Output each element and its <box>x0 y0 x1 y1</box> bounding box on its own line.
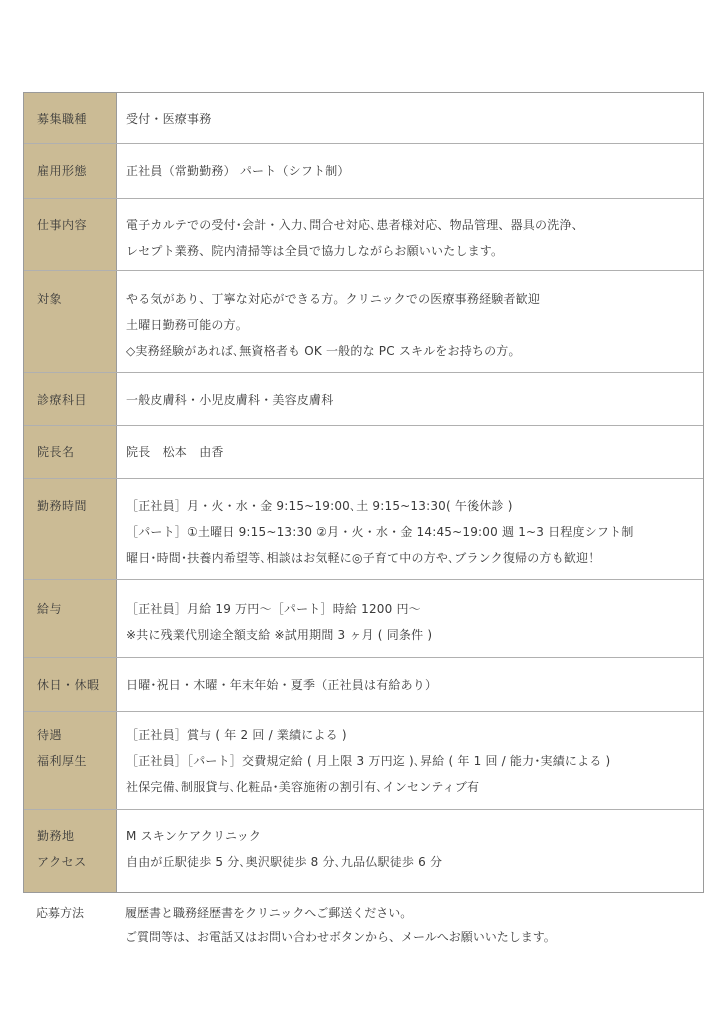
row-label-text: 勤務地 <box>37 829 75 843</box>
row-value-text: 曜日･時間･扶養内希望等､相談はお気軽に◎子育て中の方や､ブランク復帰の方も歓迎！ <box>126 551 601 565</box>
row-label-text: 勤務時間 <box>37 499 88 513</box>
row-value-text: ［パート］①土曜日 9:15~13:30 ②月・火・水・金 14:45~19:00 週 1~3 日程度シフト制 <box>126 525 634 539</box>
row-value-text: ◇実務経験があれば､無資格者も OK 一般的な PC スキルをお持ちの方。 <box>126 344 521 358</box>
row-value-text: 一般皮膚科・小児皮膚科・美容皮膚科 <box>126 393 334 407</box>
row-value-text: ［正社員］月・火・水・金 9:15~19:00､土 9:15~13:30( 午後休診 ) <box>126 499 513 513</box>
row-value-text: 自由が丘駅徒歩 5 分､奥沢駅徒歩 8 分､九品仏駅徒歩 6 分 <box>126 855 443 869</box>
row-label-text: 仕事内容 <box>37 218 88 232</box>
row-label-text: アクセス <box>37 855 87 869</box>
application-method-line: ご質問等は、お電話又はお問い合わせボタンから、メールへお願いいたします。 <box>125 930 556 944</box>
table-row <box>24 479 703 580</box>
row-value-text: 土曜日勤務可能の方。 <box>126 318 249 332</box>
row-value-text: 社保完備､制服貸与､化粧品･美容施術の割引有､インセンティブ有 <box>126 780 480 794</box>
row-label <box>24 144 117 198</box>
row-value-text: ［正社員］月給 19 万円～［パート］時給 1200 円～ <box>126 602 421 616</box>
table-row <box>24 426 703 479</box>
row-value-text: 受付・医療事務 <box>126 112 212 126</box>
row-label <box>24 479 117 579</box>
row-value <box>117 479 703 579</box>
row-value-text: レセプト業務、院内清掃等は全員で協力しながらお願いいたします。 <box>126 244 504 258</box>
row-label <box>24 810 117 892</box>
row-label-text: 募集職種 <box>37 112 88 126</box>
row-value-text: やる気があり、丁寧な対応ができる方。クリニックでの医療事務経験者歓迎 <box>126 292 541 306</box>
row-label <box>24 373 117 425</box>
job-info-table <box>23 92 704 893</box>
row-value <box>117 658 703 711</box>
table-row <box>24 93 703 144</box>
row-label-text: 休日・休暇 <box>37 678 100 692</box>
row-label <box>24 658 117 711</box>
application-method-line: 履歴書と職務経歴書をクリニックへご郵送ください。 <box>125 906 413 920</box>
row-value-text: ［正社員］［パート］交費規定給 ( 月上限 3 万円迄 )､昇給 ( 年 1 回 / 能力･実績による ) <box>126 754 611 768</box>
row-label-text: 福利厚生 <box>37 754 88 768</box>
row-value <box>117 580 703 657</box>
row-value-text: ［正社員］賞与 ( 年 2 回 / 業績による ) <box>126 728 347 742</box>
row-value-text: 正社員（常勤勤務） パート（シフト制） <box>126 164 350 178</box>
table-row <box>24 144 703 199</box>
row-value <box>117 271 703 372</box>
table-row <box>24 712 703 810</box>
row-value <box>117 373 703 425</box>
row-value-text: ※共に残業代別途全額支給 ※試用期間 3 ヶ月 ( 同条件 ) <box>126 628 433 642</box>
row-value-text: 院長 松本 由香 <box>126 445 224 459</box>
row-value <box>117 712 703 809</box>
application-method <box>23 901 704 949</box>
row-value-text: 日曜･祝日・木曜・年末年始・夏季（正社員は有給あり） <box>126 678 438 692</box>
row-value <box>117 199 703 270</box>
row-label-text: 院長名 <box>37 445 75 459</box>
row-value <box>117 810 703 892</box>
row-label-text: 診療科目 <box>37 393 88 407</box>
row-label-text: 対象 <box>37 292 63 306</box>
table-row <box>24 271 703 373</box>
row-value-text: M スキンケアクリニック <box>126 829 262 843</box>
row-value-text: 電子カルテでの受付･会計・入力､問合せ対応､患者様対応、物品管理、器具の洗浄、 <box>126 218 584 232</box>
table-row <box>24 580 703 658</box>
row-value <box>117 426 703 478</box>
row-label-text: 雇用形態 <box>37 164 88 178</box>
table-row <box>24 373 703 426</box>
row-value <box>117 93 703 143</box>
row-label <box>24 426 117 478</box>
row-label <box>24 199 117 270</box>
row-label <box>24 93 117 143</box>
table-row <box>24 199 703 271</box>
row-label <box>24 580 117 657</box>
application-method-label: 応募方法 <box>36 906 85 920</box>
table-row <box>24 810 703 892</box>
row-label-text: 待遇 <box>37 728 63 742</box>
row-value <box>117 144 703 198</box>
application-method-text <box>116 901 556 949</box>
row-label-text: 給与 <box>37 602 63 616</box>
table-row <box>24 658 703 712</box>
row-label <box>24 712 117 809</box>
row-label <box>24 271 117 372</box>
